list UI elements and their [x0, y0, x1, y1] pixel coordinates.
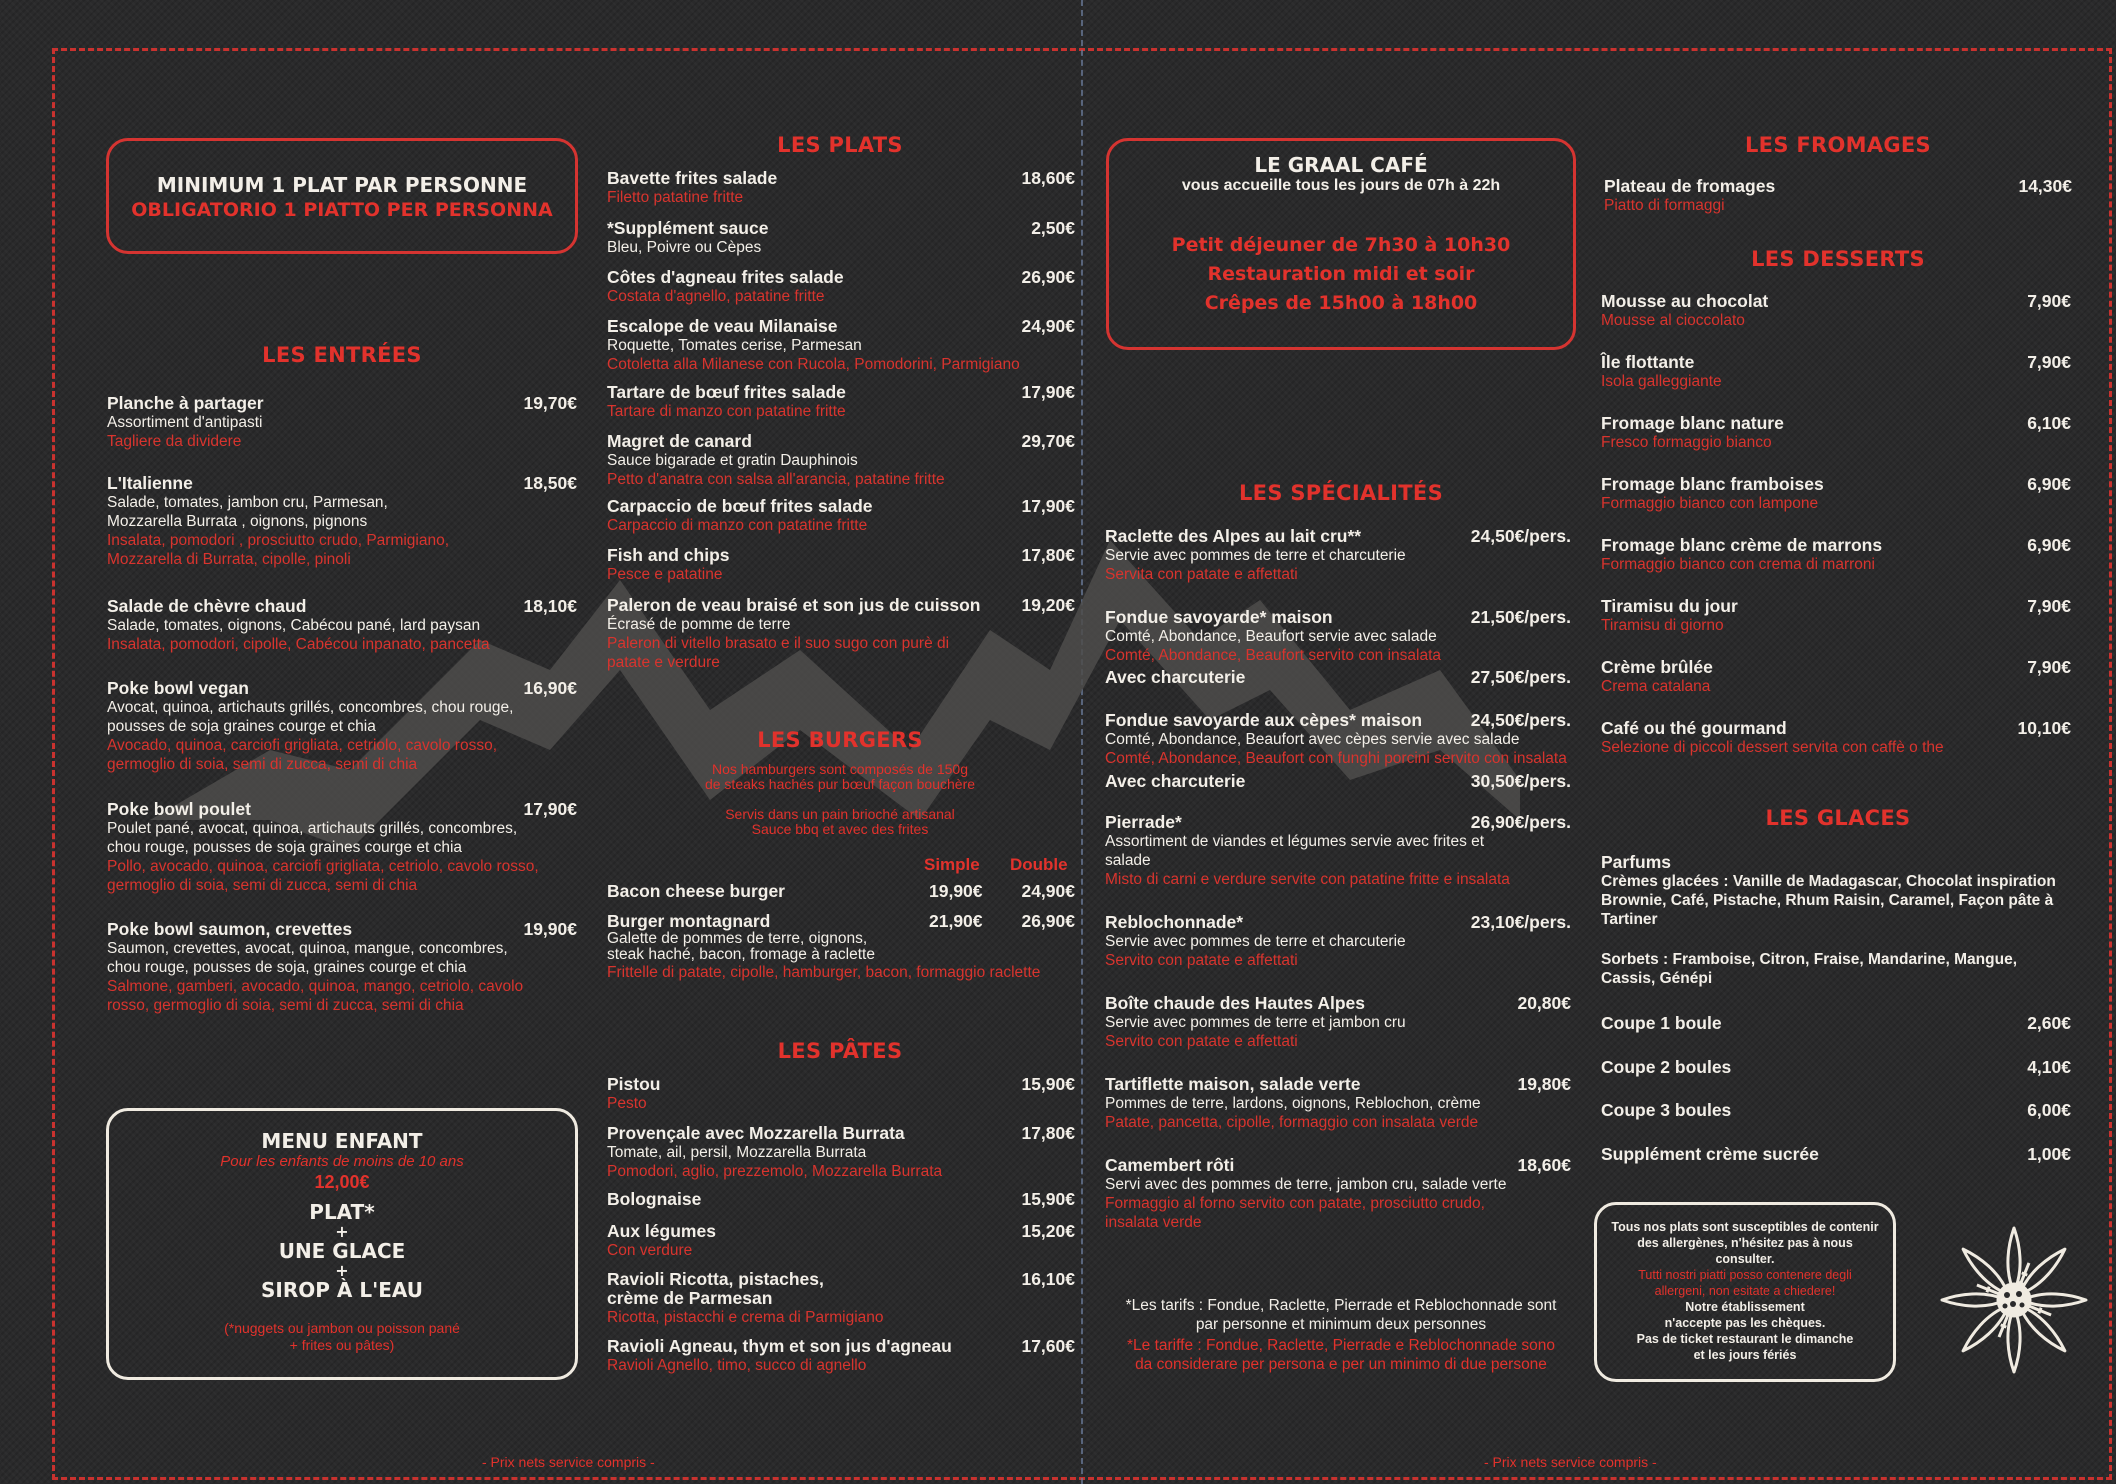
menu-item: [607, 596, 1075, 672]
tickets-note: Pas de ticket restaurant le dimanche et les jours fériés: [1636, 1332, 1854, 1362]
item-price: 15,90€: [1021, 1189, 1075, 1209]
item-name: Planche à partager: [107, 393, 264, 413]
item-italian: Con verdure: [607, 1242, 693, 1259]
item-price: 17,80€: [1021, 545, 1075, 565]
item-price: 7,90€: [2027, 657, 2071, 677]
section-title-plats: LES PLATS: [777, 133, 903, 157]
item-italian: Cotoletta alla Milanese con Rucola, Pomodorini, Parmigiano: [607, 356, 1020, 373]
item-italian: Comté, Abondance, Beaufort con funghi porcini servito con insalata: [1105, 750, 1567, 767]
menu-item: [107, 679, 577, 774]
item-price: 27,50€/pers.: [1470, 667, 1571, 687]
item-name: Poke bowl vegan: [107, 678, 249, 698]
menu-item: [107, 800, 577, 895]
item-italian: Fresco formaggio bianco: [1601, 434, 1772, 451]
item-price: 6,00€: [2027, 1100, 2071, 1120]
item-name: Bavette frites salade: [607, 168, 778, 188]
notice-line2: OBLIGATORIO 1 PIATTO PER PERSONNA: [131, 199, 553, 221]
notice-line1: MINIMUM 1 PLAT PAR PERSONNE: [156, 173, 528, 197]
item-italian: Insalata, pomodori , prosciutto crudo, Parmigiano, Mozzarella di Burrata, cipolle, pinoli: [107, 532, 450, 568]
menu-item: [607, 1222, 1075, 1260]
item-italian: Petto d'anatra con salsa all'arancia, patatine fritte: [607, 471, 945, 488]
item-description: Assortiment de viandes et légumes servie avec frites et salade: [1105, 833, 1485, 869]
item-italian: Mousse al cioccolato: [1601, 312, 1745, 329]
item-description: Pommes de terre, lardons, oignons, Reblochon, crème: [1105, 1095, 1481, 1112]
menu-item: [1601, 597, 2071, 635]
item-price: 17,60€: [1021, 1336, 1075, 1356]
item-price: 18,10€: [523, 596, 577, 616]
tarifs-note-fr: *Les tarifs : Fondue, Raclette, Pierrade et Reblochonnade sont par personne et minimum deux personnes: [1125, 1297, 1557, 1333]
price-double: 24,90€: [1021, 881, 1075, 901]
item-price: 29,70€: [1021, 431, 1075, 451]
menu-item: [1601, 292, 2071, 330]
item-price: 2,60€: [2027, 1013, 2071, 1033]
item-description: Servie avec pommes de terre et charcuterie: [1105, 547, 1406, 564]
item-name: Coupe 3 boules: [1601, 1100, 1732, 1120]
item-price: 20,80€: [1517, 993, 1571, 1013]
item-name: Café ou thé gourmand: [1601, 718, 1787, 738]
item-price: 17,80€: [1021, 1123, 1075, 1143]
burger-col-double: Double: [1010, 855, 1068, 874]
item-name: Fish and chips: [607, 545, 730, 565]
burger-item: [607, 882, 1075, 901]
edelweiss-icon: [1934, 1220, 2094, 1380]
item-name: Fondue savoyarde* maison: [1105, 607, 1333, 627]
item-price: 4,10€: [2027, 1057, 2071, 1077]
item-italian: Piatto di formaggi: [1604, 197, 1725, 214]
item-name: Fromage blanc framboises: [1601, 474, 1824, 494]
cremes-glacees: Crèmes glacées : Vanille de Madagascar, Chocolat inspiration Brownie, Café, Pistache, Rhum Raisin, Caramel, Façon pâte à Tartiner: [1601, 873, 2056, 928]
footer-left: - Prix nets service compris -: [482, 1454, 655, 1470]
item-italian: Crema catalana: [1601, 678, 1711, 695]
menu-item: [1601, 475, 2071, 513]
menu-item: [107, 474, 577, 569]
menu-item: [1105, 772, 1571, 791]
item-price: 18,50€: [523, 473, 577, 493]
item-italian: Formaggio al forno servito con patate, prosciutto crudo, insalata verde: [1105, 1195, 1485, 1231]
menu-item: [1601, 1145, 2071, 1164]
graal-line-1: Petit déjeuner de 7h30 à 10h30: [1171, 234, 1511, 256]
item-name: Poke bowl saumon, crevettes: [107, 919, 353, 939]
menu-item: [607, 432, 1075, 489]
menu-item: [607, 1190, 1075, 1209]
item-name: Ravioli Ricotta, pistaches, crème de Parmesan: [607, 1269, 824, 1308]
allergens-fr: Tous nos plats sont susceptibles de contenir des allergènes, n'hésitez pas à nous consulter.: [1611, 1220, 1879, 1266]
menu-item: [1601, 658, 2071, 696]
item-name: Coupe 1 boule: [1601, 1013, 1722, 1033]
item-italian: Pomodori, aglio, prezzemolo, Mozzarella Burrata: [607, 1163, 943, 1180]
item-name: Fromage blanc crème de marrons: [1601, 535, 1883, 555]
item-name: Raclette des Alpes au lait cru**: [1105, 526, 1362, 546]
item-price: 24,90€: [1021, 316, 1075, 336]
item-price: 15,90€: [1021, 1074, 1075, 1094]
menu-item: [1105, 608, 1571, 665]
menu-item: [1601, 719, 2071, 757]
item-description: Servie avec pommes de terre et charcuterie: [1105, 933, 1406, 950]
item-price: 14,30€: [2018, 176, 2072, 196]
menu-item: [607, 169, 1075, 207]
item-price: 23,10€/pers.: [1470, 912, 1571, 932]
menu-item: [107, 597, 577, 654]
item-name: Pistou: [607, 1074, 661, 1094]
burgers-note-1: Nos hamburgers sont composés de 150g de steaks hachés pur bœuf façon bouchère: [704, 761, 976, 792]
item-italian: Patate, pancetta, cipolle, formaggio con insalata verde: [1105, 1114, 1479, 1131]
item-name: Ravioli Agneau, thym et son jus d'agneau: [607, 1336, 952, 1356]
item-italian: Isola galleggiante: [1601, 373, 1722, 390]
tarifs-note-it: *Le tariffe : Fondue, Raclette, Pierrade e Reblochonnade sono da considerare per persona e per un minimo di due persone: [1127, 1337, 1555, 1373]
menu-item: [1105, 1156, 1571, 1232]
item-name: Côtes d'agneau frites salade: [607, 267, 844, 287]
price-simple: 21,90€: [929, 911, 983, 931]
item-name: Boîte chaude des Hautes Alpes: [1105, 993, 1365, 1013]
item-italian: Frittelle di patate, cipolle, hamburger, bacon, formaggio raclette: [607, 964, 1041, 981]
item-italian: Comté, Abondance, Beaufort servito con insalata: [1105, 647, 1442, 664]
kids-subtitle: Pour les enfants de moins de 10 ans: [220, 1153, 464, 1170]
item-name: Tartare de bœuf frites salade: [607, 382, 846, 402]
menu-item: [1601, 1058, 2071, 1077]
item-description: Tomate, ail, persil, Mozzarella Burrata: [607, 1144, 867, 1161]
item-price: 21,50€/pers.: [1470, 607, 1571, 627]
item-name: Magret de canard: [607, 431, 752, 451]
item-description: Poulet pané, avocat, quinoa, artichauts grillés, concombres, chou rouge, pousses de soja graines courge et chia: [107, 820, 518, 856]
graal-line-3: Crêpes de 15h00 à 18h00: [1204, 292, 1478, 314]
allergens-it: Tutti nostri piatti posso contenere degli allergeni, non esitate a chiedere!: [1638, 1268, 1852, 1298]
item-price: 19,80€: [1517, 1074, 1571, 1094]
item-italian: Ravioli Agnello, timo, succo di agnello: [607, 1357, 867, 1374]
item-name: Poke bowl poulet: [107, 799, 251, 819]
menu-item: [1601, 536, 2071, 574]
item-description: Avocat, quinoa, artichauts grillés, concombres, chou rouge, pousses de soja graines courge et chia: [107, 699, 514, 735]
item-price: 7,90€: [2027, 352, 2071, 372]
item-name: Provençale avec Mozzarella Burrata: [607, 1123, 905, 1143]
item-description: Bleu, Poivre ou Cèpes: [607, 239, 762, 256]
item-italian: Insalata, pomodori, cipolle, Cabécou inpanato, pancetta: [107, 636, 490, 653]
item-description: Écrasé de pomme de terre: [607, 616, 791, 633]
allergens-box: [1594, 1202, 1896, 1382]
sorbets: Sorbets : Framboise, Citron, Fraise, Mandarine, Mangue, Cassis, Génépi: [1601, 951, 2017, 987]
item-price: 30,50€/pers.: [1470, 771, 1571, 791]
item-price: 19,20€: [1021, 595, 1075, 615]
menu-item: [107, 920, 577, 1015]
item-name: Pierrade*: [1105, 812, 1182, 832]
item-price: 19,90€: [523, 919, 577, 939]
item-price: 26,90€/pers.: [1470, 812, 1571, 832]
graal-sub: vous accueille tous les jours de 07h à 22h: [1181, 177, 1501, 194]
minimum-notice-box: [106, 138, 578, 254]
section-title-entrees: LES ENTRÉES: [262, 343, 422, 367]
menu-item: [1601, 353, 2071, 391]
item-italian: Pollo, avocado, quinoa, carciofi grigliata, cetriolo, cavolo rosso, germoglio di soia, semi di zucca, semi di chia: [107, 858, 539, 894]
item-price: 19,70€: [523, 393, 577, 413]
item-price: 7,90€: [2027, 291, 2071, 311]
item-italian: Tiramisu di giorno: [1601, 617, 1724, 634]
menu-item: [1105, 1075, 1571, 1132]
item-italian: Servito con patate e affettati: [1105, 1033, 1298, 1050]
item-name: *Supplément sauce: [607, 218, 769, 238]
menu-item: [607, 219, 1075, 257]
menu-item: [1601, 414, 2071, 452]
item-price: 26,90€: [1021, 267, 1075, 287]
item-price: 6,10€: [2027, 413, 2071, 433]
item-price: 17,90€: [1021, 382, 1075, 402]
menu-item: [607, 1270, 1075, 1327]
menu-item: [1105, 668, 1571, 687]
section-title-specialites: LES SPÉCIALITÉS: [1239, 481, 1443, 505]
burger-item: [607, 912, 1075, 982]
kids-line-plat: PLAT*: [309, 1200, 375, 1224]
menu-item: [607, 1124, 1075, 1181]
item-name: Escalope de veau Milanaise: [607, 316, 838, 336]
item-name: Salade de chèvre chaud: [107, 596, 307, 616]
item-description: Galette de pommes de terre, oignons, steak haché, bacon, fromage à raclette: [607, 930, 875, 963]
item-italian: Formaggio bianco con lampone: [1601, 495, 1819, 512]
item-italian: Misto di carni e verdure servite con patatine fritte e insalata: [1105, 871, 1510, 888]
section-title-desserts: LES DESSERTS: [1751, 247, 1925, 271]
item-name: Tiramisu du jour: [1601, 596, 1738, 616]
menu-item: [607, 1337, 1075, 1375]
menu-item: [1105, 913, 1571, 970]
item-italian: Paleron di vitello brasato e il suo sugo con purè di patate e verdure: [607, 635, 950, 671]
kids-plus-1: +: [335, 1222, 349, 1241]
item-price: 6,90€: [2027, 535, 2071, 555]
item-price: 10,10€: [2017, 718, 2071, 738]
item-description: Salade, tomates, oignons, Cabécou pané, lard paysan: [107, 617, 481, 634]
graal-line-2: Restauration midi et soir: [1207, 263, 1475, 285]
section-title-glaces: LES GLACES: [1765, 806, 1911, 830]
item-name: Aux légumes: [607, 1221, 716, 1241]
section-title-fromages: LES FROMAGES: [1745, 133, 1931, 157]
item-price: 7,90€: [2027, 596, 2071, 616]
item-name: Crème brûlée: [1601, 657, 1713, 677]
item-name: Île flottante: [1601, 352, 1695, 372]
menu-item: [1604, 177, 2072, 215]
item-name: Avec charcuterie: [1105, 667, 1246, 687]
item-name: Plateau de fromages: [1604, 176, 1776, 196]
price-double: 26,90€: [1021, 911, 1075, 931]
kids-line-glace: UNE GLACE: [278, 1239, 406, 1263]
item-description: Roquette, Tomates cerise, Parmesan: [607, 337, 862, 354]
item-name: Fondue savoyarde aux cèpes* maison: [1105, 710, 1423, 730]
item-name: L'Italienne: [107, 473, 193, 493]
menu-item: [1601, 1014, 2071, 1033]
item-italian: Filetto patatine fritte: [607, 189, 744, 206]
item-price: 24,50€/pers.: [1470, 710, 1571, 730]
burger-col-simple: Simple: [924, 855, 980, 874]
item-italian: Selezione di piccoli dessert servita con caffè o the: [1601, 739, 1944, 756]
item-name: Tartiflette maison, salade verte: [1105, 1074, 1361, 1094]
item-italian: Costata d'agnello, patatine fritte: [607, 288, 825, 305]
item-italian: Carpaccio di manzo con patatine fritte: [607, 517, 868, 534]
item-description: Sauce bigarade et gratin Dauphinois: [607, 452, 858, 469]
item-italian: Tartare di manzo con patatine fritte: [607, 403, 846, 420]
item-italian: Servito con patate e affettati: [1105, 952, 1298, 969]
item-italian: Salmone, gamberi, avocado, quinoa, mango, cetriolo, cavolo rosso, germoglio di soia, semi di zucca, semi di chia: [107, 978, 524, 1014]
item-price: 15,20€: [1021, 1221, 1075, 1241]
item-description: Salade, tomates, jambon cru, Parmesan, Mozzarella Burrata , oignons, pignons: [107, 494, 388, 530]
price-simple: 19,90€: [929, 881, 983, 901]
item-price: 18,60€: [1517, 1155, 1571, 1175]
menu-item: [607, 317, 1075, 374]
item-italian: Pesto: [607, 1095, 647, 1112]
item-italian: Servita con patate e affettati: [1105, 566, 1298, 583]
menu-item: [1105, 994, 1571, 1051]
item-name: Burger montagnard: [607, 911, 771, 931]
menu-item: [1105, 711, 1571, 768]
menu-item: [607, 268, 1075, 306]
menu-item: [1105, 527, 1571, 584]
item-name: Coupe 2 boules: [1601, 1057, 1732, 1077]
item-price: 16,10€: [1021, 1269, 1075, 1289]
menu-item: [107, 394, 577, 451]
menu-item: [607, 497, 1075, 535]
section-title-pates: LES PÂTES: [777, 1039, 903, 1063]
menu-item: [607, 383, 1075, 421]
item-price: 6,90€: [2027, 474, 2071, 494]
item-name: Mousse au chocolat: [1601, 291, 1769, 311]
item-italian: Tagliere da dividere: [107, 433, 242, 450]
menu-item: [607, 1075, 1075, 1113]
item-name: Fromage blanc nature: [1601, 413, 1784, 433]
graal-title: LE GRAAL CAFÉ: [1254, 153, 1428, 177]
item-price: 1,00€: [2027, 1144, 2071, 1164]
item-price: 24,50€/pers.: [1470, 526, 1571, 546]
item-description: Saumon, crevettes, avocat, quinoa, mangue, concombres, chou rouge, pousses de soja, graines courge et chia: [107, 940, 508, 976]
item-italian: Ricotta, pistacchi e crema di Parmigiano: [607, 1309, 884, 1326]
item-name: Supplément crème sucrée: [1601, 1144, 1819, 1164]
item-italian: Formaggio bianco con crema di marroni: [1601, 556, 1875, 573]
item-description: Servie avec pommes de terre et jambon cru: [1105, 1014, 1406, 1031]
item-name: Avec charcuterie: [1105, 771, 1246, 791]
item-price: 2,50€: [1031, 218, 1075, 238]
item-italian: Avocado, quinoa, carciofi grigliata, cetriolo, cavolo rosso, germoglio di soia, semi di zucca, semi di chia: [107, 737, 498, 773]
item-price: 16,90€: [523, 678, 577, 698]
item-name: Reblochonnade*: [1105, 912, 1244, 932]
item-name: Paleron de veau braisé et son jus de cuisson: [607, 595, 981, 615]
kids-menu-box: [106, 1108, 578, 1380]
menu-item: [1601, 1101, 2071, 1120]
item-description: Comté, Abondance, Beaufort servie avec salade: [1105, 628, 1437, 645]
kids-note: (*nuggets ou jambon ou poisson pané + frites ou pâtes): [224, 1320, 460, 1353]
section-title-burgers: LES BURGERS: [757, 728, 923, 752]
item-price: 17,90€: [523, 799, 577, 819]
kids-price: 12,00€: [314, 1172, 370, 1192]
burgers-note-2: Servis dans un pain brioché artisanal Sauce bbq et avec des frites: [725, 806, 955, 837]
item-description: Servi avec des pommes de terre, jambon cru, salade verte: [1105, 1176, 1507, 1193]
item-description: Comté, Abondance, Beaufort avec cèpes servie avec salade: [1105, 731, 1520, 748]
kids-line-sirop: SIROP À L'EAU: [261, 1278, 423, 1302]
item-name: Camembert rôti: [1105, 1155, 1235, 1175]
item-name: Carpaccio de bœuf frites salade: [607, 496, 873, 516]
item-price: 18,60€: [1021, 168, 1075, 188]
item-name: Bacon cheese burger: [607, 881, 785, 901]
item-price: 17,90€: [1021, 496, 1075, 516]
cheques-note: Notre établissement n'accepte pas les chèques.: [1664, 1300, 1826, 1330]
footer-right: - Prix nets service compris -: [1484, 1454, 1657, 1470]
menu-item: [607, 546, 1075, 584]
item-description: Assortiment d'antipasti: [107, 414, 263, 431]
item-italian: Pesce e patatine: [607, 566, 723, 583]
item-name: Bolognaise: [607, 1189, 702, 1209]
kids-plus-2: +: [335, 1261, 349, 1280]
graal-cafe-box: [1106, 138, 1576, 350]
parfums-label: Parfums: [1601, 852, 1672, 872]
kids-title: MENU ENFANT: [261, 1129, 423, 1153]
menu-item: [1105, 813, 1571, 889]
